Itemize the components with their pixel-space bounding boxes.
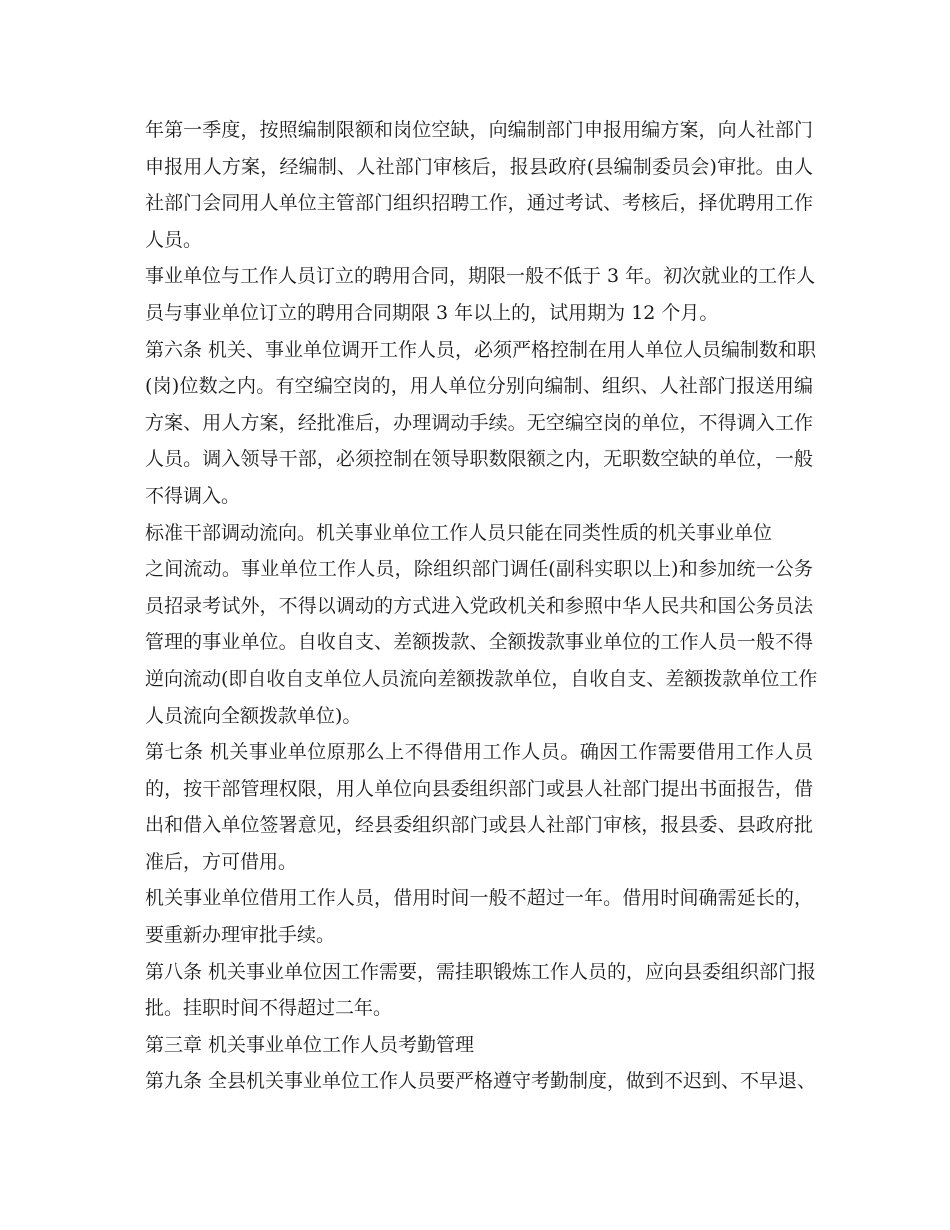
text-line: 准后，方可借用。 <box>145 850 298 873</box>
text-line: 批。挂职时间不得超过二年。 <box>145 997 393 1020</box>
article-8-heading-line: 第八条 机关事业单位因工作需要，需挂职锻炼工作人员的，应向县委组织部门报 <box>145 960 817 983</box>
text-line: 标准干部调动流向。机关事业单位工作人员只能在同类性质的机关事业单位 <box>145 521 773 544</box>
text-line: 年第一季度，按照编制限额和岗位空缺，向编制部门申报用编方案，向人社部门 <box>145 119 813 141</box>
text-line: (岗)位数之内。有空编空岗的，用人单位分别向编制、组织、人社部门报送用编 <box>145 375 813 398</box>
document-body <box>145 112 818 1100</box>
text-line: 机关事业单位借用工作人员，借用时间一般不超过一年。借用时间确需延长的， <box>145 887 813 910</box>
text-line: 人员。 <box>145 228 203 251</box>
article-7-heading-line: 第七条 机关事业单位原那么上不得借用工作人员。确因工作需要借用工作人员 <box>145 741 813 764</box>
text-line: 不得调入。 <box>145 484 241 507</box>
article-9-heading-line: 第九条 全县机关事业单位工作人员要严格遵守考勤制度，做到不迟到、不早退、 <box>145 1070 817 1093</box>
text-line: 的，按干部管理权限，用人单位向县委组织部门或县人社部门提出书面报告，借 <box>145 777 813 800</box>
chapter-3-heading: 第三章 机关事业单位工作人员考勤管理 <box>145 1033 475 1056</box>
text-line: 之间流动。事业单位工作人员，除组织部门调任(副科实职以上)和参加统一公务 <box>145 558 813 581</box>
text-line: 人员流向全额拨款单位)。 <box>145 704 362 727</box>
text-line: 社部门会同用人单位主管部门组织招聘工作，通过考试、考核后，择优聘用工作 <box>145 192 813 215</box>
text-line: 逆向流动(即自收自支单位人员流向差额拨款单位，自收自支、差额拨款单位工作 <box>145 667 818 690</box>
text-line: 管理的事业单位。自收自支、差额拨款、全额拨款事业单位的工作人员一般不得 <box>145 631 813 654</box>
text-line: 方案、用人方案，经批准后，办理调动手续。无空编空岗的单位，不得调入工作 <box>145 411 813 434</box>
article-6-heading-line: 第六条 机关、事业单位调开工作人员，必须严格控制在用人单位人员编制数和职 <box>145 338 817 361</box>
text-line: 人员。调入领导干部，必须控制在领导职数限额之内，无职数空缺的单位，一般 <box>145 448 813 471</box>
text-line: 事业单位与工作人员订立的聘用合同，期限一般不低于 3 年。初次就业的工作人 <box>145 265 816 288</box>
text-line: 申报用人方案，经编制、人社部门审核后，报县政府(县编制委员会)审批。由人 <box>145 155 813 178</box>
text-line: 出和借入单位签署意见，经县委组织部门或县人社部门审核，报县委、县政府批 <box>145 814 813 837</box>
text-line: 员招录考试外，不得以调动的方式进入党政机关和参照中华人民共和国公务员法 <box>145 594 813 617</box>
text-line: 要重新办理审批手续。 <box>145 924 336 947</box>
text-line: 员与事业单位订立的聘用合同期限 3 年以上的，试用期为 12 个月。 <box>145 301 719 324</box>
